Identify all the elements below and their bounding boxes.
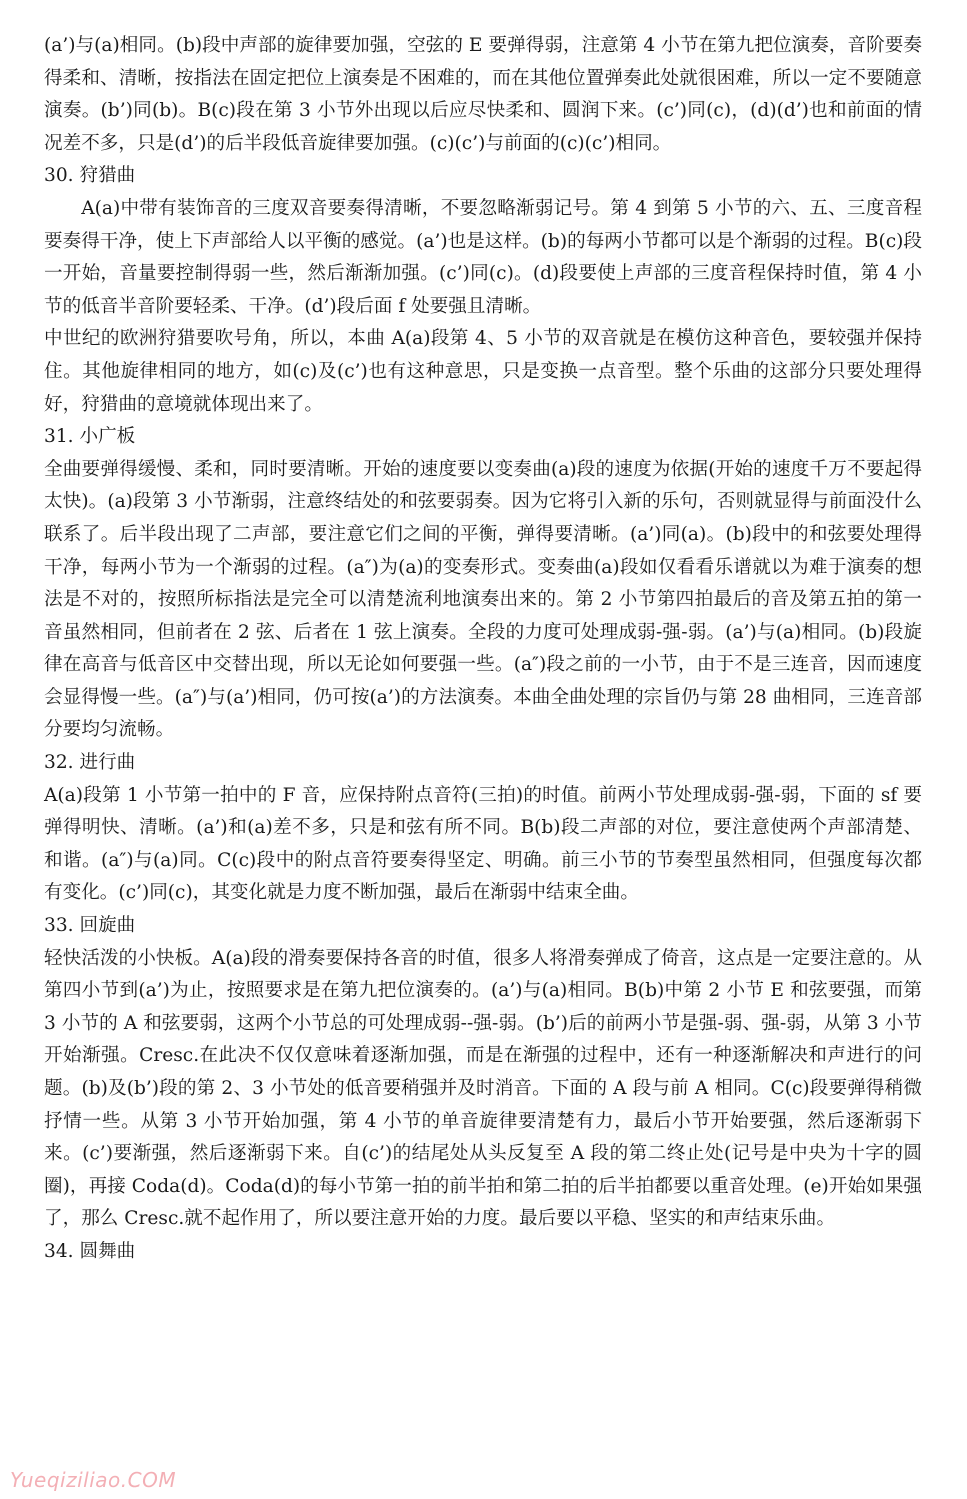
section-32-paragraph-1: A(a)段第 1 小节第一拍中的 F 音，应保持附点音符(三拍)的时值。前两小节处理成弱-强-弱，下面的 sf 要弹得明快、清晰。(a’)和(a)差不多，只是和弦有所不同。B(b)段二声部的对位，要注意使两个声部清楚、和谐。(a″)与(a)同。C(c)段中的附点音符要奏得坚定、明确。前三小节的节奏型虽然相同，但强度每次都有变化。(c’)同(c)，其变化就是力度不断加强，最后在渐弱中结束全曲。 [44, 784, 922, 904]
section-30-paragraph-1: A(a)中带有装饰音的三度双音要奏得清晰，不要忽略渐弱记号。第 4 到第 5 小节的六、五、三度音程要奏得干净，使上下声部给人以平衡的感觉。(a’)也是这样。(b)的每两小节都可以是个渐弱的过程。B(c)段一开始，音量要控制得弱一些，然后渐渐加强。(c’)同(c)。(d)段要使上声部的三度音程保持时值，第 4 小节的低音半音阶要轻柔、干净。(d’)段后面 f 处要强且清晰。 [44, 197, 922, 317]
section-33-paragraph-1: 轻快活泼的小快板。A(a)段的滑奏要保持各音的时值，很多人将滑奏弹成了倚音，这点是一定要注意的。从第四小节到(a’)为止，按照要求是在第九把位演奏的。(a’)与(a)相同。B(b)中第 2 小节 E 和弦要强，而第 3 小节的 A 和弦要弱，这两个小节总的可处理成弱--强-弱。(b’)后的前两小节是强-弱、强-弱，从第 3 小节开始渐强。Cresc.在此决不仅仅意味着逐渐加强，而是在渐强的过程中，还有一种逐渐解决和声进行的问题。(b)及(b’)段的第 2、3 小节处的低音要稍强并及时消音。下面的 A 段与前 A 相同。C(c)段要弹得稍微抒情一些。从第 3 小节开始加强，第 4 小节的单音旋律要清楚有力，最后小节开始要强，然后逐渐弱下来。(c’)要渐强，然后逐渐弱下来。自(c’)的结尾处从头反复至 A 段的第二终止处(记号是中央为十字的圆圈)，再接 Coda(d)。Coda(d)的每小节第一拍的前半拍和第二拍的后半拍都要以重音处理。(e)开始如果强了，那么 Cresc.就不起作用了，所以要注意开始的力度。最后要以平稳、坚实的和声结束乐曲。 [44, 947, 922, 1230]
section-heading-33: 33. 回旋曲 [44, 915, 136, 937]
section-heading-34: 34. 圆舞曲 [44, 1240, 136, 1262]
site-watermark: Yueqiziliao.COM [10, 1468, 177, 1492]
section-heading-31: 31. 小广板 [44, 426, 136, 448]
intro-paragraph: (a’)与(a)相同。(b)段中声部的旋律要加强，空弦的 E 要弹得弱，注意第 4 小节在第九把位演奏，音阶要奏得柔和、清晰，按指法在固定把位上演奏是不困难的，而在其他位置弹奏此处就很困难，所以一定不要随意演奏。(b’)同(b)。B(c)段在第 3 小节外出现以后应尽快柔和、圆润下来。(c’)同(c)，(d)(d’)也和前面的情况差不多，只是(d’)的后半段低音旋律要加强。(c)(c’)与前面的(c)(c’)相同。 [44, 35, 922, 154]
document-body [44, 30, 922, 1269]
section-31-paragraph-1: 全曲要弹得缓慢、柔和，同时要清晰。开始的速度要以变奏曲(a)段的速度为依据(开始的速度千万不要起得太快)。(a)段第 3 小节渐弱，注意终结处的和弦要弱奏。因为它将引入新的乐句，否则就显得与前面没什么联系了。后半段出现了二声部，要注意它们之间的平衡，弹得要清晰。(a’)同(a)。(b)段中的和弦要处理得干净，每两小节为一个渐弱的过程。(a″)为(a)的变奏形式。变奏曲(a)段如仅看看乐谱就以为难于演奏的想法是不对的，按照所标指法是完全可以清楚流利地演奏出来的。第 2 小节第四拍最后的音及第五拍的第一音虽然相同，但前者在 2 弦、后者在 1 弦上演奏。全段的力度可处理成弱-强-弱。(a’)与(a)相同。(b)段旋律在高音与低音区中交替出现，所以无论如何要强一些。(a″)段之前的一小节，由于不是三连音，因而速度会显得慢一些。(a″)与(a’)相同，仍可按(a’)的方法演奏。本曲全曲处理的宗旨仍与第 28 曲相同，三连音部分要均匀流畅。 [44, 458, 922, 741]
section-heading-32: 32. 进行曲 [44, 752, 136, 774]
section-30-paragraph-2: 中世纪的欧洲狩猎要吹号角，所以，本曲 A(a)段第 4、5 小节的双音就是在模仿这种音色，要较强并保持住。其他旋律相同的地方，如(c)及(c’)也有这种意思，只是变换一点音型。整个乐曲的这部分只要处理得好，狩猎曲的意境就体现出来了。 [44, 328, 922, 415]
section-heading-30: 30. 狩猎曲 [44, 165, 136, 187]
